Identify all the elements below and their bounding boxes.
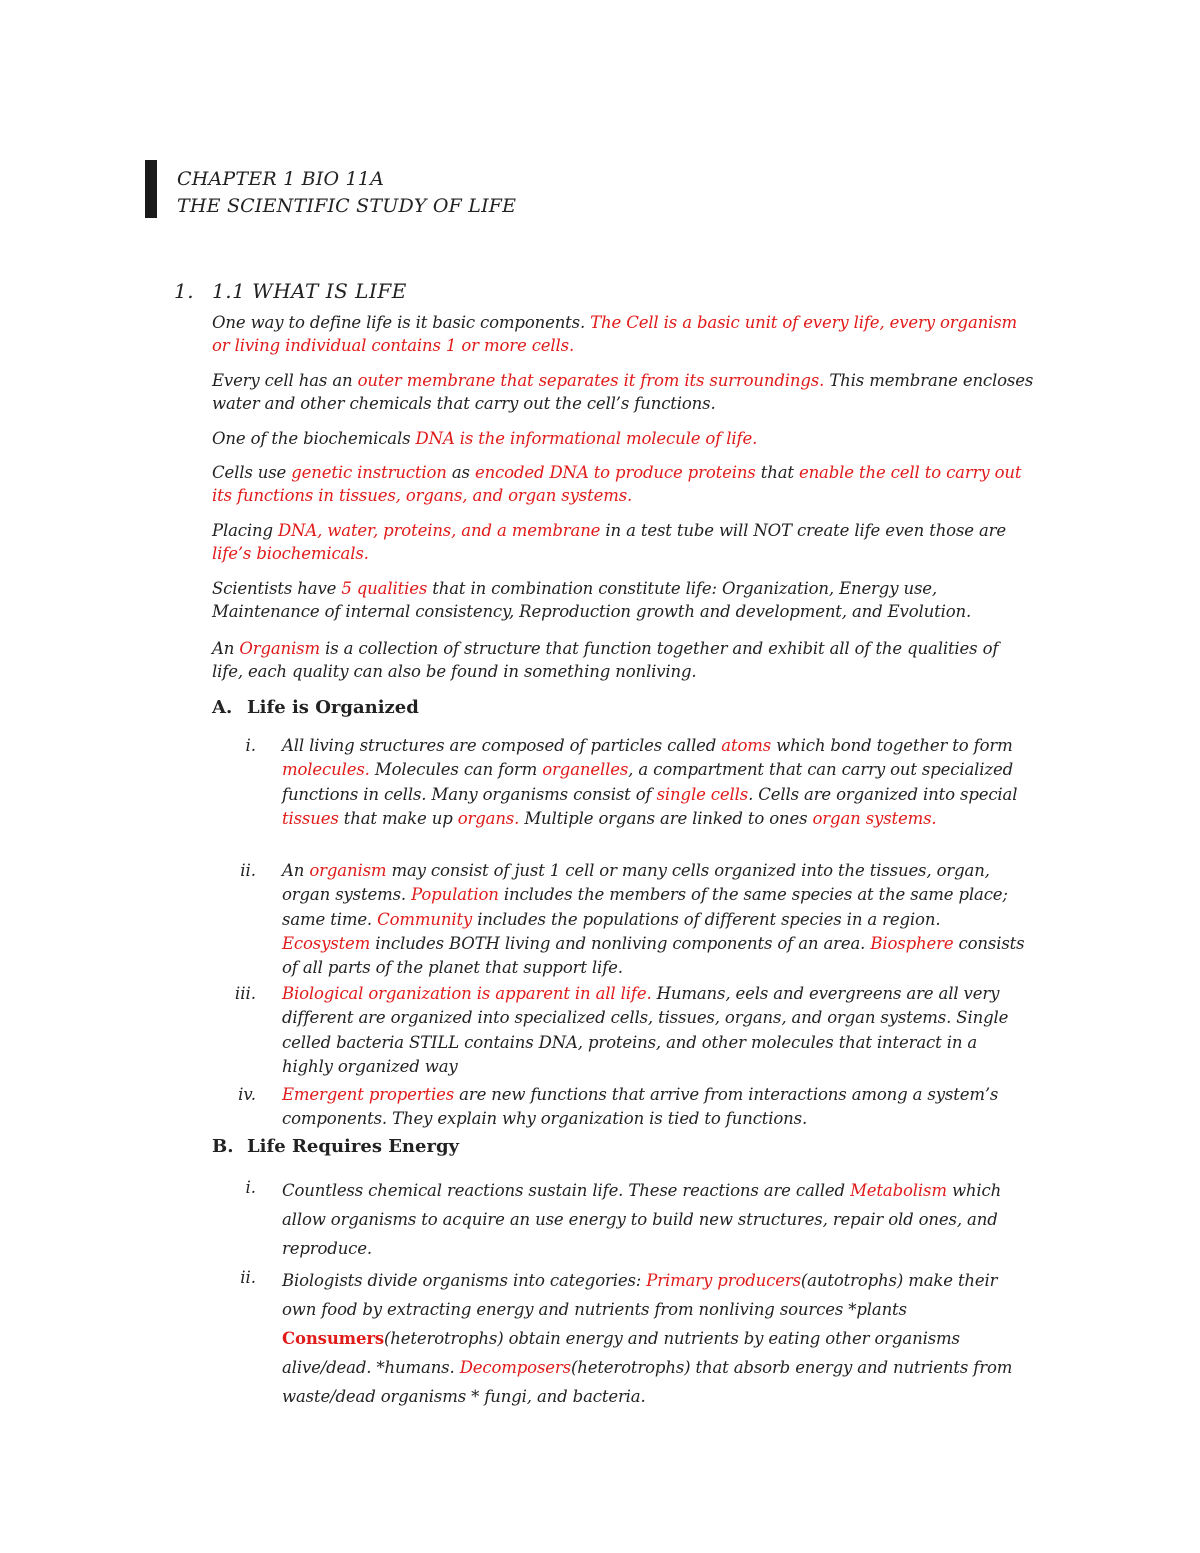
list-marker: ii. [240, 861, 256, 880]
paragraph: Scientists have 5 qualities that in combination constitute life: Organization, Energy use, Maintenance of internal consistency, Reproduction growth and development, and Evolution. [212, 579, 972, 621]
paragraph: One way to define life is it basic components. The Cell is a basic unit of every life, every organism or living individual contains 1 or more cells. [212, 313, 1018, 355]
paragraph: Every cell has an outer membrane that separates it from its surroundings. This membrane encloses water and other chemicals that carry out the cell’s functions. [212, 371, 1034, 413]
section-heading [174, 279, 407, 303]
subsection-title: Life is Organized [247, 697, 419, 718]
heading-bar [145, 160, 157, 218]
list-marker: i. [245, 736, 256, 755]
paragraph: Cells use genetic instruction as encoded DNA to produce proteins that enable the cell to carry out its functions in tissues, organs, and organ systems. [212, 463, 1022, 505]
section-number: 1. [174, 279, 195, 303]
paragraph: One of the biochemicals DNA is the informational molecule of life. [212, 429, 758, 448]
subsection-letter: B. [212, 1136, 234, 1157]
paragraph: Placing DNA, water, proteins, and a membrane in a test tube will NOT create life even those are life’s biochemicals. [212, 521, 1007, 563]
document-page: CHAPTER 1 BIO 11A THE SCIENTIFIC STUDY OF LIFE 1. 1.1 WHAT IS LIFE One way to define life is it basic components. The Cell is a basic unit of every life, every organism or living individual contains 1 or more cells. Every cell has an outer membrane that separates it from its surroundings. This membrane encloses water and other chemicals that carry out the cell’s functions. One of the biochemicals DNA is the informational molecule of life. Cells use genetic instruction as encoded DNA to produce proteins that enable the cell to carry out its functions in tissues, organs, and organ systems. Placing DNA, water, proteins, and a membrane in a test tube will NOT create life even those are life’s biochemicals. Scientists have 5 qualities that in combination constitute life: Organization, Energy use, Maintenance of internal consistency, Reproduction growth and development, and Evolution. An Organism is a collection of structure that function together and exhibit all of the qualities of life, each quality can also be found in something nonliving. A. Life is Organized i. All living structures are composed of particles called atoms which bond together to form molecules. Molecules can form organelles, a compartment that can carry out specialized functions in cells. Many organisms consist of single cells. Cells are organized into special tissues that make up organs. Multiple organs are linked to ones organ systems. ii. An organism may consist of just 1 cell or many cells organized into the tissues, organ, organ systems. Population includes the members of the same species at the same place; same time. Community includes the populations of different species in a region. Ecosystem includes BOTH living and nonliving components of an area. Biosphere consists of all parts of the planet that support life. iii. Biological organization is apparent in all life. Humans, eels and evergreens are all very different are organized into specialized cells, tissues, organs, and organ systems. Single celled bacteria STILL contains DNA, proteins, and other molecules that interact in a highly organized way iv. Emergent properties are new functions that arrive from interactions among a system’s components. They explain why organization is tied to functions. B. Life Requires Energy i. Countless chemical reactions sustain life. These reactions are called Metabolism which allow organisms to acquire an use energy to build new structures, repair old ones, and reproduce. ii. Biologists divide organisms into categories: Primary producers(autotrophs) make their own food by extracting energy and nutrients from nonliving sources *plants Consumers(heterotrophs) obtain energy and nutrients by eating other organisms alive/dead. *humans. Decomposers(heterotrophs) that absorb energy and nutrients from waste/dead organisms * fungi, and bacteria. [0, 0, 1200, 1553]
list-marker: ii. [240, 1268, 256, 1287]
paragraph: An Organism is a collection of structure that function together and exhibit all of the qualities of life, each quality can also be found in something nonliving. [212, 639, 999, 681]
subsection-letter: A. [212, 697, 233, 718]
subsection-heading [212, 1136, 459, 1157]
list-marker: i. [245, 1178, 256, 1197]
section-title: 1.1 WHAT IS LIFE [212, 279, 407, 303]
subsection-heading [212, 697, 419, 718]
chapter-title: CHAPTER 1 BIO 11A [177, 168, 385, 190]
chapter-subtitle: THE SCIENTIFIC STUDY OF LIFE [177, 195, 517, 217]
subsection-title: Life Requires Energy [247, 1136, 460, 1157]
list-marker: iii. [234, 984, 256, 1003]
list-marker: iv. [238, 1085, 256, 1104]
